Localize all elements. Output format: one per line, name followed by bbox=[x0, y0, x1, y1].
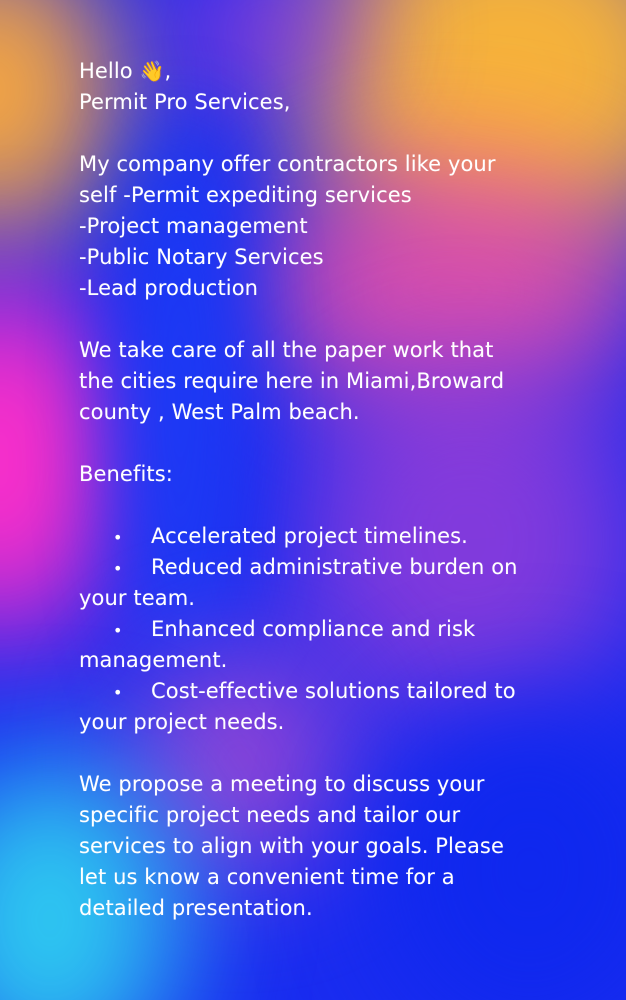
benefit-item bbox=[79, 521, 579, 552]
benefit-continuation: management. bbox=[79, 648, 228, 672]
bullet-icon: • bbox=[113, 559, 123, 578]
waving-hand-icon: 👋 bbox=[139, 59, 165, 83]
benefits-heading: Benefits: bbox=[79, 462, 173, 486]
benefit-continuation: your project needs. bbox=[79, 710, 285, 734]
coverage-line: county , West Palm beach. bbox=[79, 400, 360, 424]
benefit-text: Enhanced compliance and risk bbox=[151, 617, 476, 641]
intro-line: self -Permit expediting services bbox=[79, 183, 412, 207]
greeting-comma: , bbox=[164, 59, 172, 83]
recipient-line: Permit Pro Services, bbox=[79, 90, 291, 114]
closing-line: detailed presentation. bbox=[79, 896, 313, 920]
closing-line: services to align with your goals. Please bbox=[79, 834, 504, 858]
benefit-item bbox=[79, 676, 579, 707]
bullet-icon: • bbox=[113, 683, 123, 702]
benefit-text: Cost-effective solutions tailored to bbox=[151, 679, 516, 703]
bullet-icon: • bbox=[113, 528, 123, 547]
service-item: -Public Notary Services bbox=[79, 245, 324, 269]
benefit-continuation: your team. bbox=[79, 586, 196, 610]
coverage-line: We take care of all the paper work that bbox=[79, 338, 494, 362]
greeting-line bbox=[79, 56, 579, 87]
message-body bbox=[79, 56, 579, 924]
closing-line: We propose a meeting to discuss your bbox=[79, 772, 485, 796]
benefit-text: Accelerated project timelines. bbox=[151, 524, 468, 548]
benefit-text: Reduced administrative burden on bbox=[151, 555, 518, 579]
benefit-item bbox=[79, 614, 579, 645]
bullet-icon: • bbox=[113, 621, 123, 640]
coverage-line: the cities require here in Miami,Broward bbox=[79, 369, 505, 393]
greeting-text: Hello bbox=[79, 59, 133, 83]
closing-line: let us know a convenient time for a bbox=[79, 865, 455, 889]
closing-line: specific project needs and tailor our bbox=[79, 803, 461, 827]
service-item: -Lead production bbox=[79, 276, 259, 300]
intro-line: My company offer contractors like your bbox=[79, 152, 496, 176]
benefit-item bbox=[79, 552, 579, 583]
service-item: -Project management bbox=[79, 214, 308, 238]
